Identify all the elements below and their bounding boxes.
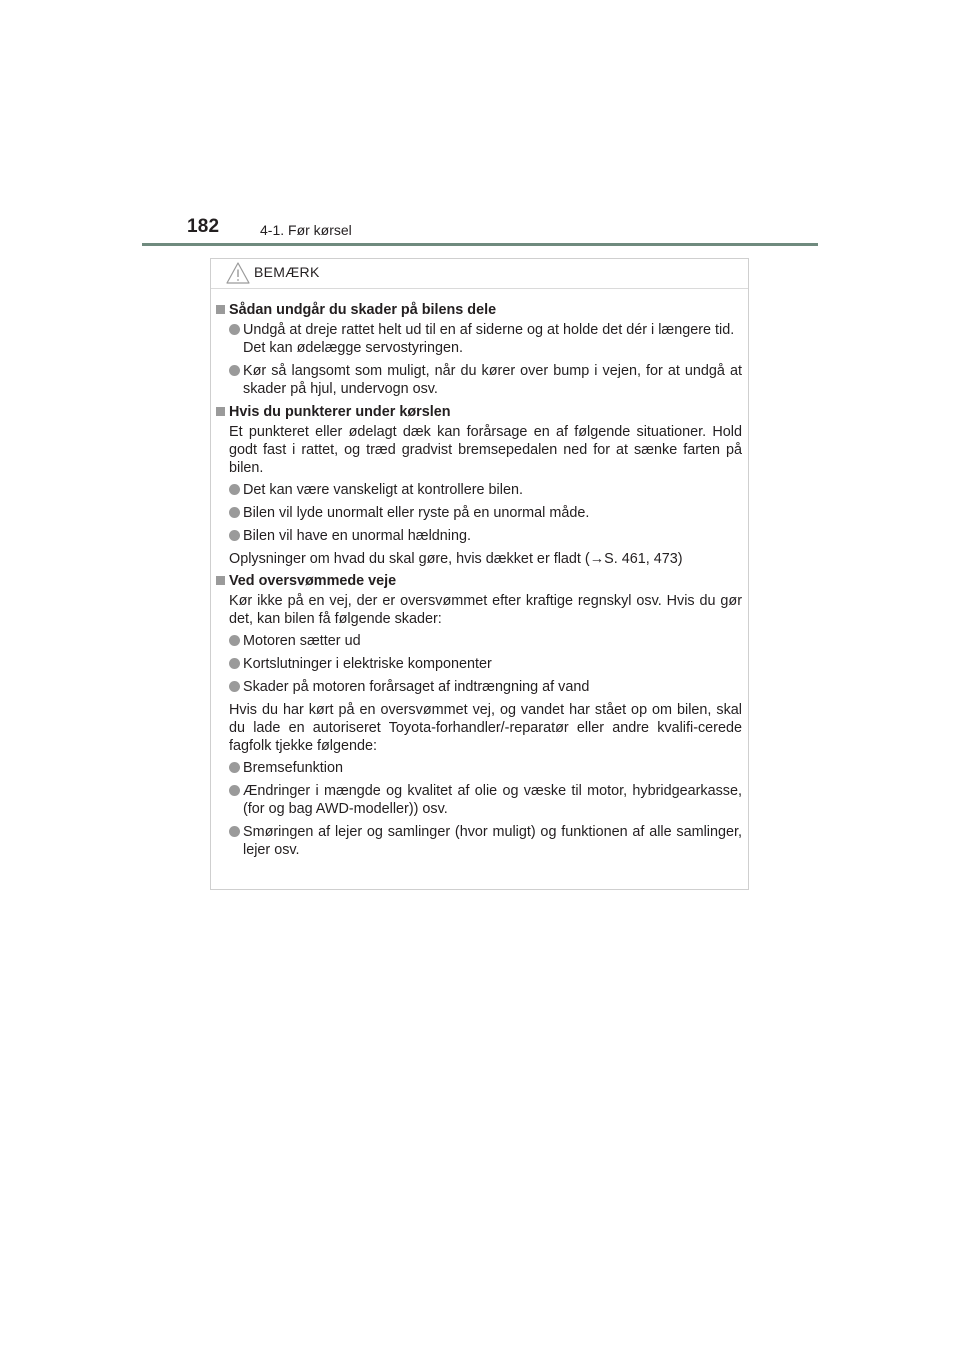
notice-label: BEMÆRK <box>254 264 320 280</box>
page-number: 182 <box>187 216 220 237</box>
paragraph: Et punkteret eller ødelagt dæk kan forårsage en af følgende situationer. Hold godt fast i rattet, og træd gradvist bremsepedalen ned for at sænke farten på bilen. <box>229 424 742 476</box>
section-heading: Hvis du punkterer under kørslen <box>216 403 742 421</box>
square-bullet-icon <box>216 407 225 416</box>
paragraph: Hvis du har kørt på en oversvømmet vej, og vandet har stået op om bilen, skal du lade en autoriseret Toyota-forhandler/-reparatør eller andre kvalifi-cerede fagfolk tjekke følgende: <box>229 702 742 754</box>
list-item <box>216 527 742 545</box>
round-bullet-icon <box>229 365 240 376</box>
square-bullet-icon <box>216 305 225 314</box>
list-item <box>216 481 742 499</box>
list-item-text: Det kan ødelægge servostyringen. <box>243 340 463 356</box>
section-flooded <box>216 572 742 859</box>
list-item-text: Skader på motoren forårsaget af indtrængning af vand <box>243 679 590 695</box>
list-item-text: Kør så langsomt som muligt, når du kører over bump i vejen, for at undgå at skader på hjul, undervogn osv. <box>243 363 742 397</box>
list-item <box>216 632 742 650</box>
list-item-text: Smøringen af lejer og samlinger (hvor muligt) og funktionen af alle samlinger, lejer osv. <box>243 824 742 858</box>
round-bullet-icon <box>229 484 240 495</box>
list-item-text: Ændringer i mængde og kvalitet af olie og væske til motor, hybridgearkasse, (for og bag AWD-modeller)) osv. <box>243 783 742 817</box>
list-item-text: Bremsefunktion <box>243 760 343 776</box>
round-bullet-icon <box>229 635 240 646</box>
list-item <box>216 655 742 673</box>
list-item-text: Bilen vil have en unormal hældning. <box>243 528 471 544</box>
round-bullet-icon <box>229 658 240 669</box>
list-item <box>216 759 742 777</box>
list-item-text: Det kan være vanskeligt at kontrollere bilen. <box>243 482 523 498</box>
paragraph: Kør ikke på en vej, der er oversvømmet efter kraftige regnskyl osv. Hvis du gør det, kan bilen få følgende skader: <box>229 593 742 627</box>
round-bullet-icon <box>229 826 240 837</box>
notice-header <box>211 259 748 289</box>
page-header <box>187 214 817 246</box>
square-bullet-icon <box>216 576 225 585</box>
round-bullet-icon <box>229 530 240 541</box>
round-bullet-icon <box>229 785 240 796</box>
section-damage <box>216 301 742 398</box>
notice-box <box>210 258 749 890</box>
header-rule <box>142 243 818 246</box>
round-bullet-icon <box>229 324 240 335</box>
list-item <box>216 823 742 859</box>
list-item <box>216 321 742 357</box>
section-puncture <box>216 403 742 568</box>
paragraph: Oplysninger om hvad du skal gøre, hvis dækket er fladt (→S. 461, 473) <box>229 551 683 567</box>
section-heading: Sådan undgår du skader på bilens dele <box>216 301 742 319</box>
round-bullet-icon <box>229 507 240 518</box>
notice-body <box>211 289 748 859</box>
section-heading: Ved oversvømmede veje <box>216 572 742 590</box>
list-item <box>216 782 742 818</box>
list-item <box>216 504 742 522</box>
list-item-text: Bilen vil lyde unormalt eller ryste på en unormal måde. <box>243 505 590 521</box>
list-item-text: Kortslutninger i elektriske komponenter <box>243 656 492 672</box>
list-item <box>216 678 742 696</box>
list-item <box>216 362 742 398</box>
round-bullet-icon <box>229 681 240 692</box>
warning-triangle-icon <box>225 261 251 285</box>
list-item-text: Undgå at dreje rattet helt ud til en af siderne og at holde det dér i længere tid. <box>243 322 735 338</box>
list-item-text: Motoren sætter ud <box>243 633 361 649</box>
section-title: 4-1. Før kørsel <box>260 222 352 238</box>
round-bullet-icon <box>229 762 240 773</box>
